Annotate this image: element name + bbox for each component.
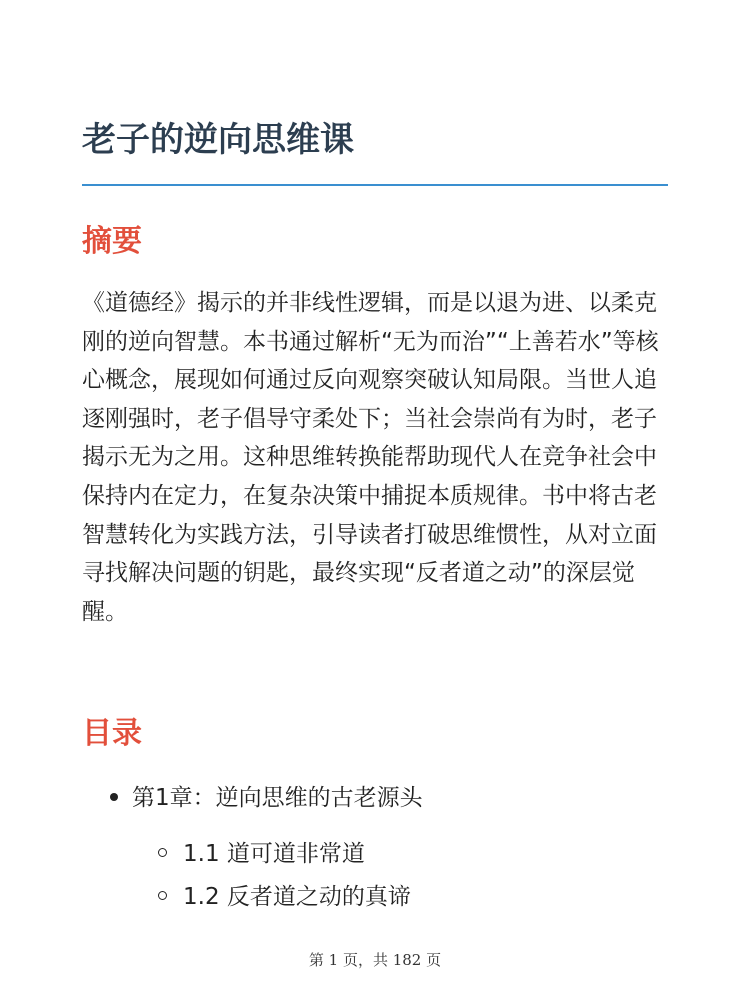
page-title: 老子的逆向思维课 xyxy=(82,120,354,160)
bullet-circle-icon xyxy=(158,848,167,857)
toc-section-1-2-label: 1.2 反者道之动的真谛 xyxy=(183,884,411,910)
bullet-disc-icon xyxy=(110,793,118,801)
toc-heading: 目录 xyxy=(82,716,142,751)
page-number-footer: 第 1 页，共 182 页 xyxy=(308,951,442,969)
abstract-heading: 摘要 xyxy=(82,224,142,259)
bullet-circle-icon xyxy=(158,891,167,900)
toc-section-1-2[interactable] xyxy=(158,880,411,914)
toc-chapter-1-label: 第1章：逆向思维的古老源头 xyxy=(132,785,423,811)
toc-section-1-1[interactable] xyxy=(158,837,365,871)
toc-section-1-1-label: 1.1 道可道非常道 xyxy=(183,841,365,867)
toc-chapter-1[interactable] xyxy=(110,781,423,815)
abstract-text: 《道德经》揭示的并非线性逻辑，而是以退为进、以柔克刚的逆向智慧。本书通过解析“无为而治”“上善若水”等核心概念，展现如何通过反向观察突破认知局限。当世人追逐刚强时，老子倡导守柔处下；当社会崇尚有为时，老子揭示无为之用。这种思维转换能帮助现代人在竞争社会中保持内在定力，在复杂决策中捕捉本质规律。书中将古老智慧转化为实践方法，引导读者打破思维惯性，从对立面寻找解决问题的钥匙，最终实现“反者道之动”的深层觉醒。 xyxy=(82,290,659,625)
title-divider xyxy=(82,184,668,186)
